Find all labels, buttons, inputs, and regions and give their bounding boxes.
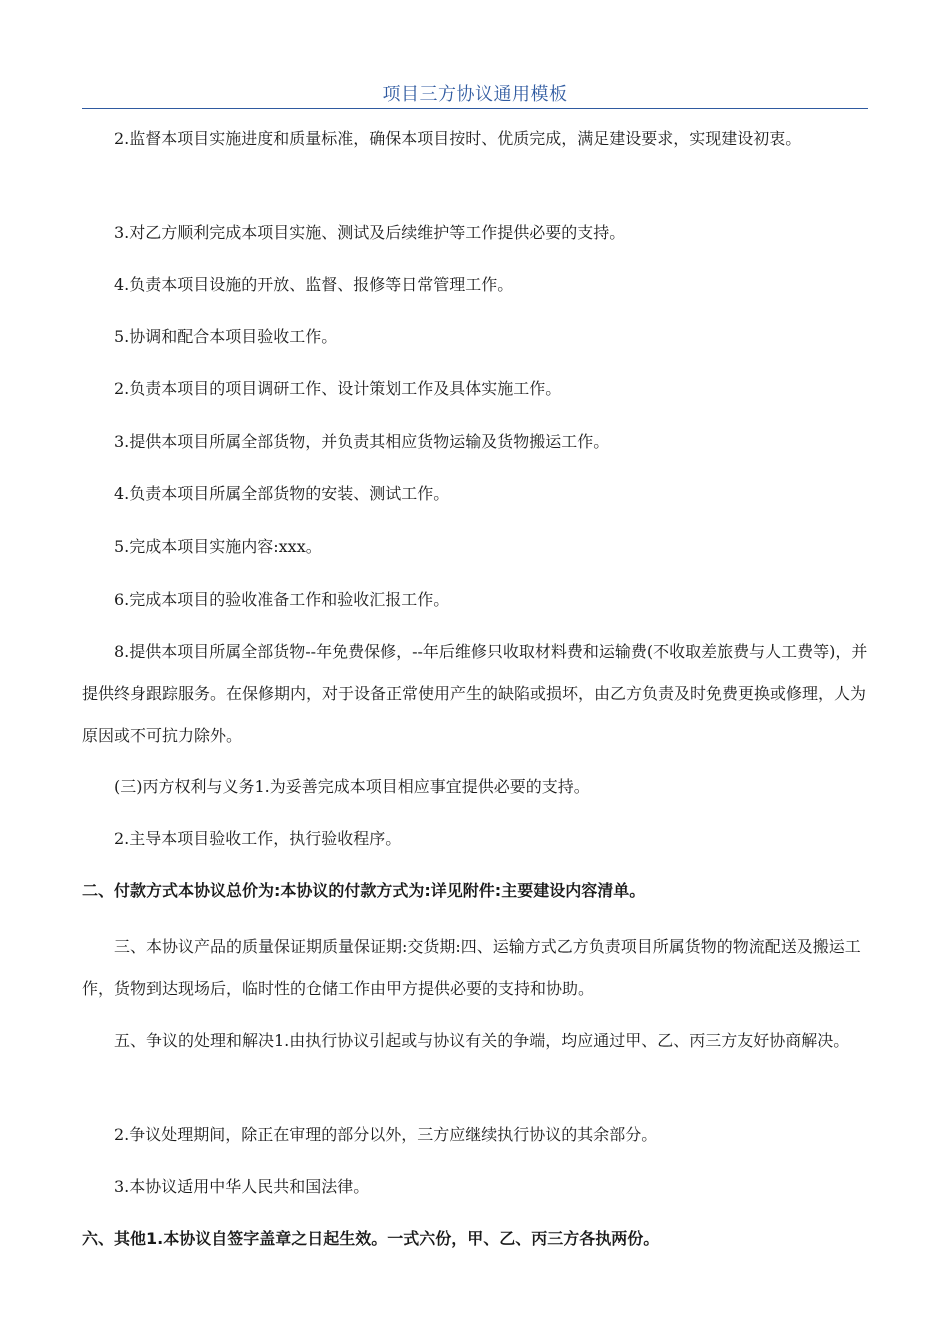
paragraph: 3.对乙方顺利完成本项目实施、测试及后续维护等工作提供必要的支持。 [114,223,626,242]
paragraph: 4.负责本项目所属全部货物的安装、测试工作。 [114,484,450,503]
paragraph: 2.监督本项目实施进度和质量标准，确保本项目按时、优质完成，满足建设要求，实现建设初衷。 [114,129,802,148]
paragraph: 8.提供本项目所属全部货物--年免费保修，--年后维修只收取材料费和运输费(不收取差旅费与人工费等)，并提供终身跟踪服务。在保修期内，对于设备正常使用产生的缺陷或损坏，由乙方负责及时免费更换或修理，人为原因或不可抗力除外。 [82,642,868,745]
paragraph: (三)丙方权利与义务1.为妥善完成本项目相应事宜提供必要的支持。 [114,777,590,796]
paragraph: 3.本协议适用中华人民共和国法律。 [114,1177,370,1196]
paragraph: 3.提供本项目所属全部货物，并负责其相应货物运输及货物搬运工作。 [114,432,610,451]
paragraph: 4.负责本项目设施的开放、监督、报修等日常管理工作。 [114,275,514,294]
paragraph: 2.负责本项目的项目调研工作、设计策划工作及具体实施工作。 [114,379,562,398]
paragraph: 5.完成本项目实施内容:xxx。 [114,537,322,556]
paragraph: 2.主导本项目验收工作，执行验收程序。 [114,829,402,848]
paragraph: 五、争议的处理和解决1.由执行协议引起或与协议有关的争端，均应通过甲、乙、丙三方友好协商解决。 [114,1031,850,1050]
paragraph: 6.完成本项目的验收准备工作和验收汇报工作。 [114,590,450,609]
paragraph: 2.争议处理期间，除正在审理的部分以外，三方应继续执行协议的其余部分。 [114,1125,658,1144]
header-divider [82,108,868,109]
section-heading-other: 六、其他1.本协议自签字盖章之日起生效。一式六份，甲、乙、丙三方各执两份。 [82,1229,660,1248]
paragraph: 5.协调和配合本项目验收工作。 [114,327,338,346]
section-heading-payment: 二、付款方式本协议总价为:本协议的付款方式为:详见附件:主要建设内容清单。 [82,881,646,900]
page-header-title: 项目三方协议通用模板 [382,84,568,105]
paragraph: 三、本协议产品的质量保证期质量保证期:交货期:四、运输方式乙方负责项目所属货物的物流配送及搬运工作，货物到达现场后，临时性的仓储工作由甲方提供必要的支持和协助。 [82,937,861,998]
